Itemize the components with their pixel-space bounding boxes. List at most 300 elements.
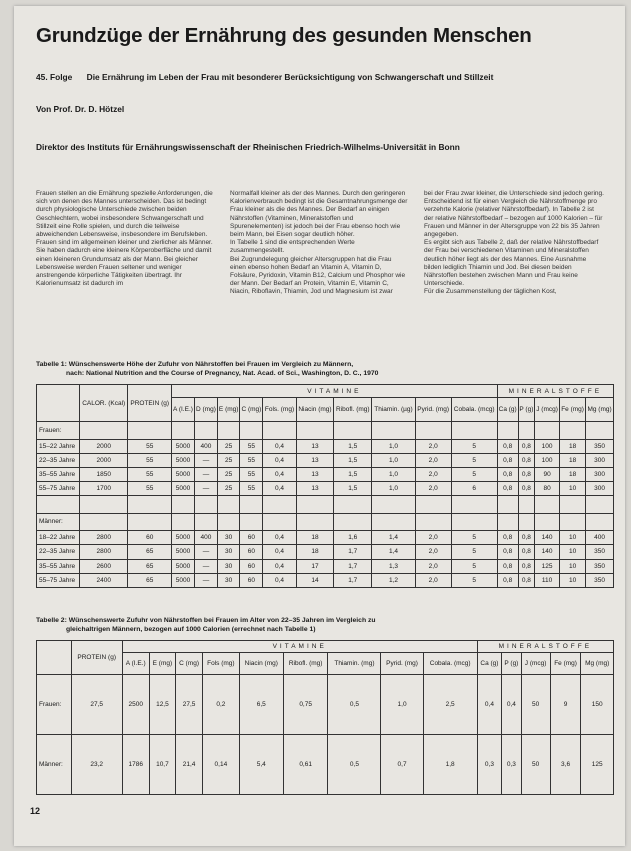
table-cell: 300: [586, 453, 614, 467]
row-group-label: Frauen:: [37, 422, 80, 439]
table-cell: 0,4: [263, 559, 296, 573]
table-cell: 400: [194, 531, 217, 545]
table-header-row: [37, 653, 614, 675]
column-header: Thiamin. (µg): [372, 398, 415, 422]
column-header: Mg (mg): [581, 653, 614, 675]
table-cell: —: [194, 559, 217, 573]
table-cell: [240, 496, 263, 513]
table-cell: 0,8: [497, 467, 518, 481]
table-header-row: [37, 641, 614, 653]
table-cell: 5: [451, 531, 497, 545]
body-paragraph: Frauen stellen an die Ernährung spezielle Anforderungen, die sich von denen des Mannes unterscheiden. Das ist bedingt durch physiologische Unterschiede zwischen beiden Geschlechtern, wobei insbesondere Schwangerschaft und Stillzeit eine Rolle spielen, und durch die teilweise abweichenden Lebensweise, insbesondere im Berufsleben.: [36, 190, 213, 239]
table-cell: 13: [296, 482, 334, 496]
table-cell: [560, 513, 586, 530]
column-header: P (g): [502, 653, 521, 675]
table-cell: 14: [296, 573, 334, 587]
table-cell: [372, 513, 415, 530]
table-cell: 55: [128, 453, 172, 467]
table-cell: [560, 496, 586, 513]
table-cell: 13: [296, 453, 334, 467]
table-cell: 0,4: [263, 531, 296, 545]
table-cell: 25: [217, 482, 240, 496]
table-cell: 22–35 Jahre: [37, 545, 80, 559]
table-cell: [518, 513, 534, 530]
table-cell: 0,4: [263, 439, 296, 453]
table-cell: 0,8: [518, 545, 534, 559]
table-cell: [172, 422, 195, 439]
table-cell: 2500: [122, 675, 149, 735]
column-header: Pyrid. (mg): [415, 398, 451, 422]
table-cell: 140: [535, 531, 560, 545]
table-cell: 1,6: [334, 531, 372, 545]
table-cell: [372, 422, 415, 439]
table-cell: [263, 513, 296, 530]
group-header-vitamine: VITAMINE: [172, 385, 498, 398]
table-cell: [535, 422, 560, 439]
table-cell: 1,5: [334, 439, 372, 453]
column-header: Fols (mg): [203, 653, 240, 675]
table-cell: 1,0: [381, 675, 423, 735]
table-cell: 5: [451, 545, 497, 559]
table-cell: 125: [535, 559, 560, 573]
table-cell: 9: [550, 675, 581, 735]
table-cell: 0,8: [518, 559, 534, 573]
table-cell: [535, 513, 560, 530]
table-cell: 50: [521, 675, 550, 735]
table-cell: 0,4: [502, 675, 521, 735]
column-header: C (mg): [176, 653, 203, 675]
table-cell: [334, 422, 372, 439]
table-cell: 0,3: [477, 735, 502, 795]
table-cell: 0,4: [263, 545, 296, 559]
table-cell: 110: [535, 573, 560, 587]
series-number: 45. Folge: [36, 72, 73, 82]
table-cell: 5000: [172, 439, 195, 453]
table-cell: —: [194, 453, 217, 467]
table-cell: 2,0: [415, 573, 451, 587]
table-cell: 1,5: [334, 453, 372, 467]
table-cell: 2,0: [415, 545, 451, 559]
table-cell: 0,8: [497, 573, 518, 587]
table-cell: 1,7: [334, 545, 372, 559]
group-header-mineralstoffe: MINERALSTOFFE: [477, 641, 613, 653]
column-header: Fe (mg): [560, 398, 586, 422]
table-cell: 30: [217, 531, 240, 545]
table-cell: 1,7: [334, 559, 372, 573]
table1-caption: [36, 360, 378, 378]
page-number: 12: [30, 806, 41, 816]
table-cell: [586, 422, 614, 439]
table-cell: [37, 496, 80, 513]
table-cell: [415, 496, 451, 513]
table-cell: 60: [240, 531, 263, 545]
table-cell: 2,0: [415, 559, 451, 573]
table-cell: 1850: [80, 467, 128, 481]
table-cell: 1,4: [372, 531, 415, 545]
table-cell: 5000: [172, 482, 195, 496]
column-header: Mg (mg): [586, 398, 614, 422]
table-cell: [451, 496, 497, 513]
table-cell: 0,14: [203, 735, 240, 795]
table-cell: 1,0: [372, 439, 415, 453]
body-paragraph: Bei Zugrundelegung gleicher Altersgruppen hat die Frau einen ebenso hohen Bedarf an Vitamin A, Vitamin D, Folsäure, Pyridoxin, Vitamin B12, Calcium und Phosphor wie der Mann. Der Bedarf an Protein, Vitamin E, Vitamin C, Niacin, Riboflavin, Thiamin, Jod und Magnesium ist zwar: [230, 255, 406, 296]
table-cell: 65: [128, 559, 172, 573]
table-cell: 5000: [172, 467, 195, 481]
table-row: [37, 559, 614, 573]
table-cell: 2,0: [415, 467, 451, 481]
corner-cell: [37, 385, 80, 422]
table-cell: [334, 496, 372, 513]
column-header: Pyrid. (mg): [381, 653, 423, 675]
table-cell: —: [194, 573, 217, 587]
table-cell: 5000: [172, 531, 195, 545]
column-header: PROTEIN (g): [71, 641, 122, 675]
table-cell: 0,8: [518, 453, 534, 467]
table-cell: 55: [128, 467, 172, 481]
table-cell: 1,5: [334, 482, 372, 496]
table-cell: [497, 422, 518, 439]
table-cell: [415, 422, 451, 439]
column-header: E (mg): [149, 653, 175, 675]
table-cell: 23,2: [71, 735, 122, 795]
table-cell: 10,7: [149, 735, 175, 795]
table-cell: 0,8: [518, 482, 534, 496]
table-cell: 10: [560, 573, 586, 587]
table-cell: 1786: [122, 735, 149, 795]
table-cell: 55: [240, 453, 263, 467]
table-cell: 0,7: [381, 735, 423, 795]
table-cell: [263, 422, 296, 439]
table-cell: 60: [240, 559, 263, 573]
table-cell: [586, 496, 614, 513]
table-cell: 2800: [80, 545, 128, 559]
table-cell: 60: [240, 545, 263, 559]
table1-caption-line1: Tabelle 1: Wünschenswerte Höhe der Zufuhr von Nährstoffen bei Frauen im Vergleich zu Männern,: [36, 361, 354, 368]
table-cell: [560, 422, 586, 439]
body-paragraph: Frauen sind im allgemeinen kleiner und zierlicher als Männer. Sie haben dadurch eine kleinere Körperoberfläche und damit einen kleineren Grundumsatz als der Mann. Bei gleicher Lebensweise werden Frauen seltener und weniger anstrengende körperliche Tätigkeiten übertragt. Ihr Kalorienumsatz ist dadurch im: [36, 239, 213, 288]
table-cell: 25: [217, 453, 240, 467]
table-cell: [296, 513, 334, 530]
table-cell: 5,4: [239, 735, 283, 795]
table-cell: 2,0: [415, 531, 451, 545]
table-cell: [240, 422, 263, 439]
group-header-mineralstoffe: MINERALSTOFFE: [497, 385, 613, 398]
table-cell: 1,5: [334, 467, 372, 481]
table-cell: [334, 513, 372, 530]
table-cell: 0,8: [497, 453, 518, 467]
table-cell: 5: [451, 559, 497, 573]
table-cell: 400: [586, 531, 614, 545]
table-cell: 350: [586, 573, 614, 587]
body-column-2: [230, 190, 408, 297]
table-cell: 2000: [80, 453, 128, 467]
table-cell: 18: [560, 453, 586, 467]
table-cell: 5: [451, 439, 497, 453]
table-cell: 18: [296, 531, 334, 545]
table-cell: [128, 496, 172, 513]
table-cell: —: [194, 482, 217, 496]
table-cell: 6: [451, 482, 497, 496]
table-cell: 1,8: [423, 735, 477, 795]
body-paragraph: Für die Zusammenstellung der täglichen Kost,: [424, 288, 557, 296]
body-paragraph: In Tabelle 1 sind die entsprechenden Werte zusammengestellt.: [230, 239, 355, 255]
table-cell: 1,0: [372, 482, 415, 496]
table-row: [37, 545, 614, 559]
table-cell: [194, 422, 217, 439]
table-cell: 100: [535, 453, 560, 467]
table-cell: 27,5: [71, 675, 122, 735]
table-cell: 13: [296, 467, 334, 481]
table-cell: [217, 496, 240, 513]
table-cell: 17: [296, 559, 334, 573]
table-cell: 0,4: [263, 453, 296, 467]
table-cell: [535, 496, 560, 513]
table-cell: 2,0: [415, 453, 451, 467]
author-affiliation: Direktor des Instituts für Ernährungswissenschaft der Rheinischen Friedrich-Wilhelms-Universität in Bonn: [36, 142, 460, 152]
table-cell: [194, 513, 217, 530]
table-cell: 30: [217, 559, 240, 573]
table-cell: —: [194, 467, 217, 481]
table-cell: 0,4: [263, 467, 296, 481]
table-cell: 5000: [172, 453, 195, 467]
table-cell: [80, 496, 128, 513]
table-cell: 2600: [80, 559, 128, 573]
column-header: CALOR. (Kcal): [80, 385, 128, 422]
table-cell: 18: [560, 439, 586, 453]
table-cell: 5: [451, 467, 497, 481]
column-header: E (mg): [217, 398, 240, 422]
table-cell: [451, 513, 497, 530]
table-row: [37, 453, 614, 467]
column-header: J (mcg): [535, 398, 560, 422]
body-paragraph: Normalfall kleiner als der des Mannes. Durch den geringeren Kalorienverbrauch bedingt ist die Gesamtnahrungsmenge der Frau kleiner als die des Mannes. Der Bedarf an einigen Nährstoffen (Vitaminen, Mineralstoffen und Spurenelementen) ist jedoch bei der Frau ebenso hoch wie beim Mann, bei Eisen sogar deutlich höher.: [230, 190, 408, 239]
table-cell: 80: [535, 482, 560, 496]
table-cell: 2800: [80, 531, 128, 545]
table-cell: 1,0: [372, 467, 415, 481]
table-cell: 0,5: [328, 675, 381, 735]
table-cell: 18: [296, 545, 334, 559]
table-cell: [497, 513, 518, 530]
table-cell: [296, 496, 334, 513]
table-cell: [240, 513, 263, 530]
table-row: [37, 482, 614, 496]
table-cell: 350: [586, 439, 614, 453]
table2-caption-line1: Tabelle 2: Wünschenswerte Zufuhr von Nährstoffen bei Frauen im Alter von 22–35 Jahren im Vergleich zu: [36, 617, 376, 624]
table-cell: 5000: [172, 559, 195, 573]
table-cell: 1,2: [372, 573, 415, 587]
table-cell: 90: [535, 467, 560, 481]
table-cell: 0,2: [203, 675, 240, 735]
body-paragraph: bei der Frau zwar kleiner, die Unterschiede sind jedoch gering. Entscheidend ist für einen Vergleich die Nährstoffmenge pro verzehrte Kalorie (relativer Nährstoffbedarf). In Tabelle 2 ist der relative Nährstoffbedarf – bezogen auf 1000 Kalorien – für Frauen und Männer in der Altersgruppe von 22 bis 35 Jahren angegeben.: [424, 190, 604, 239]
table-cell: 100: [535, 439, 560, 453]
table-cell: 2400: [80, 573, 128, 587]
table-cell: 5000: [172, 573, 195, 587]
table-cell: 0,75: [283, 675, 328, 735]
table-cell: —: [194, 545, 217, 559]
table-cell: 55: [128, 439, 172, 453]
table-cell: 0,4: [263, 482, 296, 496]
table-row: [37, 439, 614, 453]
column-header: Cobala. (mcg): [451, 398, 497, 422]
row-group-label: Männer:: [37, 513, 80, 530]
table-cell: Männer:: [37, 735, 72, 795]
column-header: D (mg): [194, 398, 217, 422]
table-cell: [172, 513, 195, 530]
table-cell: 0,4: [477, 675, 502, 735]
table-cell: 1700: [80, 482, 128, 496]
table-cell: 18–22 Jahre: [37, 531, 80, 545]
body-column-1: [36, 190, 214, 288]
table-cell: 0,3: [502, 735, 521, 795]
table-cell: 0,8: [497, 439, 518, 453]
table-cell: 55–75 Jahre: [37, 573, 80, 587]
table-row: [37, 496, 614, 513]
column-header: PROTEIN (g): [128, 385, 172, 422]
table-row: [37, 531, 614, 545]
table-cell: 13: [296, 439, 334, 453]
column-header: P (g): [518, 398, 534, 422]
table-cell: 0,8: [497, 545, 518, 559]
table-cell: 0,8: [497, 559, 518, 573]
column-header: Niacin (mg): [239, 653, 283, 675]
table-cell: 5000: [172, 545, 195, 559]
table-cell: 2000: [80, 439, 128, 453]
column-header: Ca (g): [497, 398, 518, 422]
table-cell: 350: [586, 545, 614, 559]
table-cell: [194, 496, 217, 513]
column-header: A (I.E.): [172, 398, 195, 422]
table-cell: 10: [560, 531, 586, 545]
subtitle-text: Die Ernährung im Leben der Frau mit besonderer Berücksichtigung von Schwangerschaft und Stillzeit: [86, 72, 494, 82]
table-cell: [128, 422, 172, 439]
table-cell: 55: [240, 482, 263, 496]
column-header: A (I.E.): [122, 653, 149, 675]
table-cell: [172, 496, 195, 513]
table-cell: 3,6: [550, 735, 581, 795]
table-cell: [497, 496, 518, 513]
table-cell: 0,8: [518, 573, 534, 587]
table-cell: 55–75 Jahre: [37, 482, 80, 496]
table-cell: [586, 513, 614, 530]
column-header: Ribofl. (mg): [334, 398, 372, 422]
column-header: Ca (g): [477, 653, 502, 675]
table-row: [37, 735, 614, 795]
table-row: [37, 573, 614, 587]
column-header: Fe (mg): [550, 653, 581, 675]
group-header-vitamine: VITAMINE: [122, 641, 477, 653]
table-cell: 25: [217, 439, 240, 453]
table-cell: 18: [560, 467, 586, 481]
column-header: Ribofl. (mg): [283, 653, 328, 675]
table-cell: [451, 422, 497, 439]
table-cell: 30: [217, 573, 240, 587]
table-row: [37, 467, 614, 481]
table2-per-1000-calories: [36, 640, 614, 795]
table-cell: [518, 422, 534, 439]
table-row: [37, 675, 614, 735]
table-cell: 60: [128, 531, 172, 545]
table-cell: 55: [240, 467, 263, 481]
table-cell: 0,8: [497, 531, 518, 545]
table-cell: 5: [451, 453, 497, 467]
table-cell: [80, 513, 128, 530]
table-cell: 0,8: [497, 482, 518, 496]
table-cell: 30: [217, 545, 240, 559]
table-cell: [296, 422, 334, 439]
table-cell: 65: [128, 573, 172, 587]
table-cell: [80, 422, 128, 439]
table-cell: 2,0: [415, 482, 451, 496]
table-cell: 125: [581, 735, 614, 795]
table-row: [37, 422, 614, 439]
magazine-page: [14, 6, 625, 846]
table-cell: 6,5: [239, 675, 283, 735]
table-cell: 55: [128, 482, 172, 496]
table-cell: 0,8: [518, 439, 534, 453]
body-column-3: [424, 190, 604, 297]
table-cell: 1,0: [372, 453, 415, 467]
table-cell: 1,4: [372, 545, 415, 559]
table-cell: 15–22 Jahre: [37, 439, 80, 453]
table-cell: 1,7: [334, 573, 372, 587]
table-cell: [128, 513, 172, 530]
column-header: C (mg): [240, 398, 263, 422]
table-cell: 55: [240, 439, 263, 453]
table-cell: 65: [128, 545, 172, 559]
table-cell: 5: [451, 573, 497, 587]
table-cell: 60: [240, 573, 263, 587]
table-cell: 35–55 Jahre: [37, 467, 80, 481]
table-cell: 2,0: [415, 439, 451, 453]
table-row: [37, 513, 614, 530]
table-cell: 21,4: [176, 735, 203, 795]
table1-caption-line2: nach: National Nutrition and the Course of Pregnancy, Nat. Acad. of Sci., Washington, D. C., 1970: [66, 370, 379, 377]
table1-nutrient-requirements: [36, 384, 614, 588]
table-cell: 0,61: [283, 735, 328, 795]
corner-cell: [37, 641, 72, 675]
table-cell: 0,8: [518, 467, 534, 481]
table-cell: 50: [521, 735, 550, 795]
table-cell: 300: [586, 467, 614, 481]
table-cell: 27,5: [176, 675, 203, 735]
table-cell: 10: [560, 482, 586, 496]
table-cell: 300: [586, 482, 614, 496]
table-cell: 25: [217, 467, 240, 481]
series-subtitle: [36, 72, 493, 82]
table-cell: 10: [560, 545, 586, 559]
table2-caption-line2: gleichaltrigen Männern, bezogen auf 1000 Calorien (errechnet nach Tabelle 1): [66, 626, 316, 633]
table-cell: Frauen:: [37, 675, 72, 735]
table-cell: 10: [560, 559, 586, 573]
table-cell: 140: [535, 545, 560, 559]
table-cell: 0,4: [263, 573, 296, 587]
column-header: Cobala. (mcg): [423, 653, 477, 675]
table-header-row: [37, 385, 614, 398]
author-byline: Von Prof. Dr. D. Hötzel: [36, 104, 125, 114]
table-cell: 350: [586, 559, 614, 573]
column-header: Fols. (mg): [263, 398, 296, 422]
table-cell: [217, 513, 240, 530]
table-cell: 0,8: [518, 531, 534, 545]
article-title: Grundzüge der Ernährung des gesunden Menschen: [36, 24, 532, 47]
table-cell: [263, 496, 296, 513]
table-cell: [372, 496, 415, 513]
column-header: J (mcg): [521, 653, 550, 675]
table-cell: 400: [194, 439, 217, 453]
table-cell: [518, 496, 534, 513]
table-cell: [217, 422, 240, 439]
table-cell: 22–35 Jahre: [37, 453, 80, 467]
